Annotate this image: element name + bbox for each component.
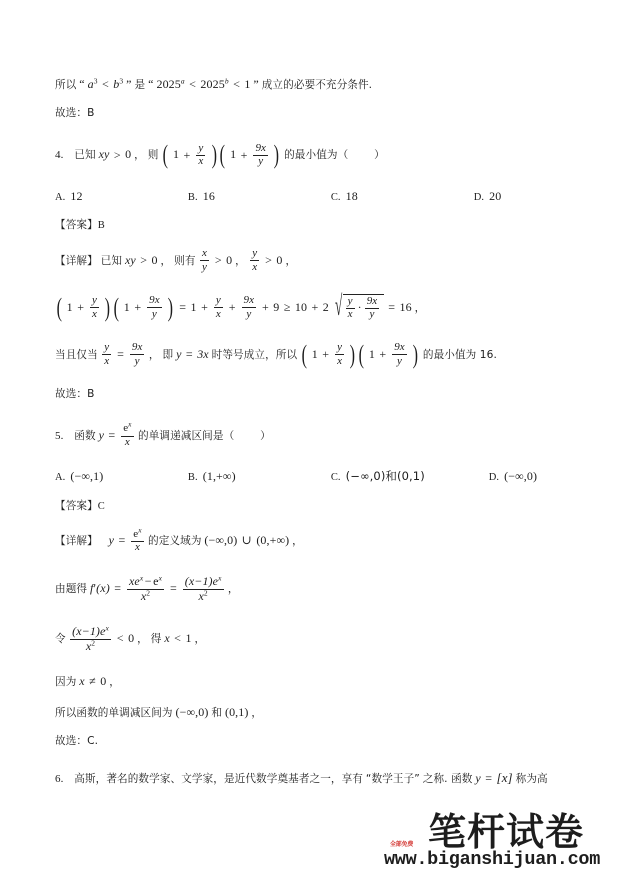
q4-eq-plus-f: + (311, 299, 319, 314)
q4-detail-xy: xy (124, 252, 136, 267)
q4-plus-b: + (240, 147, 248, 162)
q4-answer-value: B (97, 220, 105, 231)
q5-option-d[interactable] (489, 470, 537, 484)
q4-stem-zero: 0 (125, 147, 132, 162)
q4-cond-y: y (176, 346, 182, 361)
q4-eq-result: 16 (399, 299, 412, 314)
q5-conclusion-he: 和 (211, 706, 223, 719)
fraction-numerator: 9x (130, 342, 145, 355)
q4-detail-zero: 0 (151, 252, 158, 267)
q5-conclusion-end: ， (251, 706, 263, 719)
q5-num-minus: − (144, 573, 152, 588)
q5-e-base: e (123, 422, 129, 435)
q4-answer-tag: 【答案】 (55, 219, 98, 231)
q3-lt-1: < (102, 77, 109, 91)
q5-detail-domain-1: (−∞,0) (204, 533, 238, 548)
q5-options-row (55, 470, 575, 484)
q5-num-xe: xe (128, 573, 140, 588)
fraction-denominator: x (347, 308, 353, 321)
q3-shi: 是 (134, 79, 146, 91)
watermark (372, 810, 612, 870)
fraction-x-over-y (200, 248, 209, 273)
q5-e-exponent: x (138, 524, 142, 534)
q4-option-a[interactable] (55, 190, 185, 204)
q5-deriv-equals-2: = (169, 581, 177, 596)
fraction-denominator: y (246, 307, 252, 320)
q4-detail-end: ， (285, 254, 297, 267)
q4-detail-comma-2: ， (235, 254, 246, 267)
fraction-denominator: y (201, 260, 207, 273)
q5-stem-part-2: 的单调递减区间是（ (138, 430, 235, 443)
q5-ineq-comma: ， (137, 633, 148, 646)
fraction-inequality (70, 625, 111, 654)
q5-option-d-label: D. (488, 472, 500, 484)
q5-num-xminus1e-exponent: x (218, 573, 222, 583)
q6-stem-part-2: 之称. 函数 (422, 772, 473, 785)
q5-because-x: x (79, 674, 85, 689)
q4-cond-part-4: 的最小值为 16. (422, 348, 497, 361)
q5-ineq-num-exponent: x (105, 623, 109, 633)
fraction-numerator: x (200, 248, 209, 261)
fraction-denominator: x (91, 307, 97, 320)
q4-eq-ten: 10 (294, 299, 308, 314)
q4-detail-part-2: 则有 (174, 254, 196, 267)
fraction-numerator: 9x (147, 295, 162, 308)
q5-deriv-equals: = (114, 581, 122, 596)
fraction-denominator: x (252, 260, 258, 273)
q6-stem-part-1: 高斯，著名的数学家、文学家，是近代数学奠基者之一，享有 (74, 772, 363, 785)
q4-eq-ge: ≥ (283, 299, 291, 314)
fraction-9x-over-y (147, 295, 162, 320)
fraction-numerator: y (214, 295, 223, 308)
q6-stem-equals: = (485, 770, 493, 785)
q4-number: 4. (55, 149, 64, 162)
q5-deriv-part-1: 由题得 (55, 583, 88, 596)
q5-ineq-den-exponent: 2 (91, 638, 96, 648)
q5-e-exponent: x (128, 419, 132, 429)
q4-detail-tag: 【详解】 (55, 254, 98, 267)
fraction-numerator: y (346, 296, 355, 309)
q5-detail-equals: = (118, 533, 126, 548)
q4-stem-part-3: ） (374, 149, 385, 162)
q4-detail-part-1: 已知 (100, 254, 123, 267)
fraction-y-over-x (90, 295, 99, 320)
fraction-9x-over-y-5 (130, 342, 145, 367)
paren-close-2: ) (274, 140, 280, 170)
q4-eq-one-a: 1 (66, 299, 73, 314)
q4-option-d-label: D. (473, 191, 485, 203)
q5-den-x: x (140, 589, 147, 604)
q5-option-b-label: B. (187, 472, 198, 484)
q4-option-c-value: 18 (345, 188, 358, 203)
q4-detail-zero-2: 0 (226, 252, 233, 267)
q4-option-d-value: 20 (489, 188, 502, 203)
q4-choose-line (55, 389, 575, 400)
watermark-free-badge: 全部免费 (390, 841, 414, 848)
fraction-numerator (121, 419, 133, 436)
q3-expr-b: b (113, 77, 120, 91)
q5-deriv-f: f (90, 581, 94, 596)
fraction-numerator (127, 575, 164, 590)
q4-answer-line (55, 220, 575, 232)
fraction-denominator (127, 590, 164, 604)
q4-eq-one-b: 1 (123, 299, 130, 314)
q4-stem-xy: xy (98, 147, 110, 162)
square-root-expression (332, 294, 384, 321)
q5-conclusion-line (55, 706, 575, 719)
q3-lt-3: < (233, 77, 240, 91)
q4-cond-product (300, 339, 420, 369)
q4-one-b: 1 (230, 147, 237, 162)
q4-cond-one-a: 1 (311, 346, 318, 361)
q5-because-end: ， (109, 676, 120, 689)
q4-option-c[interactable] (331, 190, 471, 204)
q4-product-expression (161, 140, 281, 170)
fraction-denominator: y (134, 354, 140, 367)
q4-cond-equals: = (117, 346, 124, 361)
q5-detail-y: y (108, 533, 115, 548)
q5-answer-tag: 【答案】 (55, 499, 98, 512)
q4-option-d[interactable] (474, 190, 502, 204)
q5-number: 5. (55, 430, 64, 443)
q4-stem-part-1: 已知 (74, 149, 96, 162)
q4-eq-plus-b: + (134, 299, 142, 314)
q3-quote-close: ” (126, 77, 132, 91)
fraction-numerator: 9x (242, 295, 257, 308)
q4-option-b-label: B. (187, 191, 198, 203)
fraction-ex-over-x (121, 419, 133, 449)
fraction-numerator (131, 524, 143, 542)
q5-derivative-line (55, 575, 575, 604)
q4-eq-dot: · (357, 300, 362, 315)
q5-ineq-lt-2: < (174, 631, 182, 646)
paren-open-1: ( (56, 292, 63, 322)
fraction-numerator: y (250, 248, 259, 261)
q5-ineq-zero: 0 (128, 631, 135, 646)
q5-ineq-one: 1 (185, 631, 192, 646)
q5-den-x-exponent-2: 2 (203, 588, 208, 598)
q5-option-a-label: A. (55, 472, 66, 484)
fraction-denominator: x (198, 155, 204, 168)
q4-detail-gt-3: > (265, 252, 273, 267)
fraction-9x-over-y (253, 143, 268, 168)
q3-base-1-exponent: a (180, 76, 185, 86)
q5-deriv-end: ， (227, 583, 239, 596)
q4-cond-3x: 3x (197, 346, 209, 361)
fraction-y-over-x-3 (214, 295, 223, 320)
q4-cond-part-3: 时等号成立，所以 (211, 348, 298, 361)
paren-close-1: ) (350, 339, 356, 369)
q5-conclusion-interval-1: (−∞,0) (175, 704, 209, 719)
fraction-denominator (183, 590, 224, 604)
q5-ineq-part-1: 令 (55, 633, 66, 646)
q3-expr-a: a (87, 77, 94, 91)
q5-option-a-value: (−∞,1) (70, 469, 104, 484)
q3-conclusion-prefix: 所以 (55, 79, 77, 91)
fraction-denominator: x (134, 541, 140, 554)
q4-choose-label: 故选：B (55, 387, 95, 400)
fraction-numerator (183, 575, 224, 590)
fraction-y-over-x (196, 143, 205, 168)
fraction-y-over-x-4 (346, 296, 355, 321)
fraction-y-over-x-5 (102, 342, 111, 367)
paren-close-2: ) (167, 292, 174, 322)
q5-answer-line (55, 501, 575, 513)
q5-option-b[interactable] (188, 470, 328, 484)
q4-eq-one-c: 1 (190, 299, 197, 314)
q4-eq-plus-a: + (77, 299, 85, 314)
fraction-denominator: x (104, 354, 110, 367)
fraction-y-over-x-2 (250, 248, 259, 273)
q5-choose-line (55, 736, 575, 747)
q4-eq-left-product (55, 292, 175, 322)
fraction-denominator: y (369, 308, 375, 321)
q5-num-e: e (153, 573, 159, 588)
watermark-brand: 笔杆试卷 (427, 810, 584, 855)
q3-expr-b-exponent: 3 (119, 76, 124, 86)
paren-open-2: ( (358, 339, 365, 369)
q4-equation-line (55, 292, 575, 323)
q3-choose-label: 故选：B (55, 107, 95, 120)
q5-ineq-part-2: 得 (150, 633, 162, 646)
q3-quote-open-2: “ (148, 77, 154, 91)
paren-open-1: ( (301, 339, 308, 369)
q4-one-a: 1 (173, 147, 180, 162)
q6-stem-y: y (475, 770, 481, 785)
fraction-numerator: y (196, 143, 205, 156)
q4-detail-gt-2: > (214, 252, 222, 267)
q3-expr-a-exponent: 3 (93, 76, 98, 86)
q4-stem-ze: 则 (147, 149, 159, 162)
fraction-denominator: y (258, 155, 264, 168)
paren-open-2: ( (113, 292, 120, 322)
q4-detail-gt: > (140, 252, 148, 267)
q3-quote-close-2: ” (253, 77, 259, 91)
q5-option-d-value: (−∞,0) (504, 469, 538, 484)
fraction-numerator: 9x (253, 143, 268, 156)
q5-ineq-end: ， (194, 633, 206, 646)
q4-eq-plus-e: + (262, 299, 269, 314)
watermark-url: www.biganshijuan.com (383, 848, 601, 870)
paren-close-2: ) (412, 339, 419, 369)
q4-eq-two: 2 (322, 299, 329, 314)
q5-answer-value: C (97, 500, 105, 512)
q4-option-b-value: 16 (202, 188, 215, 203)
paren-open-1: ( (163, 140, 169, 170)
q5-because-part-1: 因为 (55, 676, 77, 689)
q4-cond-part-1: 当且仅当 (55, 348, 98, 361)
q5-detail-end: ， (292, 535, 303, 548)
q3-choose-line (55, 108, 575, 119)
q5-because-ne: ≠ (89, 674, 96, 689)
q4-options-row (55, 190, 575, 204)
q5-stem-y: y (98, 428, 104, 443)
q6-floor-function: [x] (496, 769, 513, 785)
q4-condition-line (55, 339, 575, 369)
q5-detail-domain-2: (0,+∞) (256, 533, 290, 548)
q6-stem-part-3: 称为高 (515, 772, 548, 785)
fraction-numerator: 9x (365, 296, 380, 309)
q4-option-b[interactable] (188, 190, 328, 204)
q5-stem-part-3: ） (260, 430, 271, 443)
q3-base-1: 2025 (156, 77, 181, 91)
q4-eq-plus-d: + (228, 299, 236, 314)
q5-e-base: e (133, 527, 139, 540)
q4-cond-plus-b: + (379, 346, 387, 361)
q6-quote-open: “ (365, 772, 372, 785)
fraction-derivative-2 (183, 575, 224, 604)
fraction-derivative-1 (127, 575, 164, 604)
q4-option-a-label: A. (55, 191, 66, 203)
paren-close-1: ) (211, 140, 217, 170)
q5-num-xminus1e: (x−1)e (184, 573, 219, 588)
q5-conclusion-part-1: 所以函数的单调减区间为 (55, 706, 173, 719)
q5-ineq-num: (x−1)e (72, 623, 106, 638)
fraction-numerator: y (90, 295, 99, 308)
q4-eq-nine: 9 (273, 299, 280, 314)
page-content (55, 78, 575, 802)
q4-stem-gt: > (113, 147, 121, 162)
q5-deriv-prime: ′ (93, 581, 97, 596)
q3-base-2: 2025 (200, 77, 225, 91)
q4-stem-part-2: 的最小值为（ (284, 149, 349, 162)
q5-inequality-line (55, 625, 575, 654)
q4-stem-comma: ， (134, 149, 145, 162)
q3-conclusion-line (55, 78, 575, 91)
q5-conclusion-interval-2: (0,1) (224, 704, 249, 719)
q5-because-line (55, 675, 575, 688)
q4-cond-plus-a: + (322, 346, 330, 361)
paren-close-1: ) (105, 292, 111, 322)
q6-number: 6. (55, 772, 64, 785)
q6-quote-close: ” (414, 772, 420, 785)
q5-ineq-lt: < (116, 631, 124, 646)
q4-cond-part-2: 即 (162, 348, 174, 361)
q5-option-b-value: (1,+∞) (202, 469, 236, 484)
q3-one: 1 (244, 77, 251, 91)
q4-stem-line (55, 140, 575, 170)
q4-eq-equals: = (179, 299, 187, 314)
q5-stem-equals: = (108, 428, 116, 443)
q5-deriv-arg: (x) (96, 581, 110, 596)
q5-choose-label: 故选：C. (55, 734, 99, 747)
fraction-denominator (70, 640, 111, 654)
fraction-9x-over-y-6 (392, 342, 407, 367)
q4-plus-a: + (183, 147, 191, 162)
q5-den-x-exponent: 2 (146, 588, 151, 598)
fraction-numerator: 9x (392, 342, 407, 355)
q6-stem-line (55, 771, 575, 785)
fraction-denominator: y (151, 307, 157, 320)
q5-detail-part-1: 的定义域为 (148, 535, 202, 548)
q5-detail-tag: 【详解】 (55, 535, 98, 548)
q4-option-c-label: C. (330, 191, 341, 203)
q5-detail-cup: ∪ (241, 533, 252, 548)
q5-ineq-x: x (164, 631, 170, 646)
q5-ineq-den: x (85, 639, 92, 654)
q5-option-c[interactable] (331, 471, 486, 484)
q4-option-a-value: 12 (70, 188, 83, 203)
q4-eq-equals-2: = (388, 299, 396, 314)
q5-because-zero: 0 (100, 674, 107, 689)
q4-cond-comma: ， (148, 348, 160, 361)
q3-lt-2: < (189, 77, 197, 91)
q5-stem-part-1: 函数 (74, 430, 96, 443)
q6-prince-title: 数学王子 (371, 772, 415, 785)
fraction-ex-over-x-2 (131, 524, 143, 554)
q4-detail-comma: ， (160, 254, 172, 267)
paren-open-2: ( (220, 140, 226, 170)
fraction-numerator: y (102, 342, 111, 355)
fraction-denominator: x (337, 354, 343, 367)
q3-quote-open: “ (79, 77, 85, 91)
q5-option-c-value: (−∞,0)和(0,1) (345, 469, 425, 484)
radicand (343, 294, 384, 321)
fraction-numerator (70, 625, 111, 640)
q5-option-c-label: C. (330, 472, 341, 484)
q4-detail-zero-3: 0 (276, 252, 283, 267)
fraction-9x-over-y-4 (365, 296, 380, 321)
fraction-denominator: x (124, 436, 130, 449)
q5-stem-line (55, 419, 575, 449)
q3-base-2-exponent: b (224, 76, 229, 86)
q5-num-e-exponent: x (158, 573, 163, 583)
q4-eq-comma: ， (414, 301, 426, 314)
q4-eq-plus-c: + (201, 299, 208, 314)
q4-detail-line-1 (55, 249, 575, 274)
q4-cond-one-b: 1 (368, 346, 376, 361)
q3-conclusion-tail: 成立的必要不充分条件. (261, 79, 373, 91)
fraction-9x-over-y-3 (242, 295, 257, 320)
fraction-denominator: x (215, 307, 221, 320)
radical-icon: √ (334, 292, 343, 323)
q5-num-xe-exponent: x (139, 573, 144, 583)
q5-detail-line-1 (55, 524, 575, 554)
q5-option-a[interactable] (55, 470, 185, 484)
fraction-numerator: y (335, 342, 344, 355)
q5-den-x-2: x (198, 589, 204, 604)
fraction-y-over-x-6 (335, 342, 344, 367)
fraction-denominator: y (397, 354, 402, 367)
q4-cond-equals-2: = (185, 346, 193, 361)
